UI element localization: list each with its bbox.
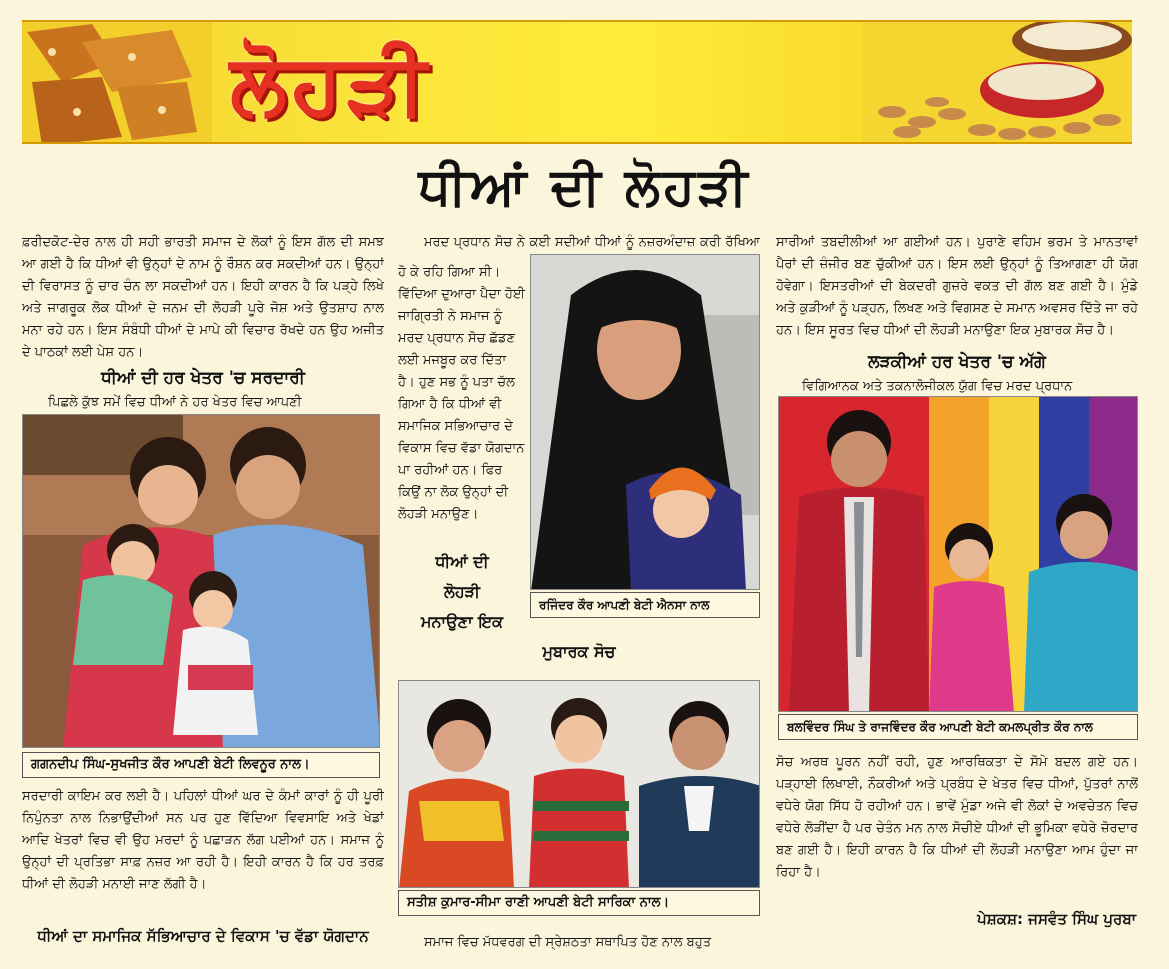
col2-bottom-photo-caption: ਸਤੀਸ਼ ਕੁਮਾਰ-ਸੀਮਾ ਰਾਣੀ ਆਪਣੀ ਬੇਟੀ ਸਾਰਿਕਾ ਨਾਲ। [398, 890, 760, 916]
col2-subhead-line-1: ਧੀਆਂ ਦੀ [435, 552, 489, 571]
col1-intro-paragraph: ਫ਼ਰੀਦਕੋਟ-ਦੇਰ ਨਾਲ ਹੀ ਸਹੀ ਭਾਰਤੀ ਸਮਾਜ ਦੇ ਲੋਕਾਂ ਨੂੰ ਇਸ ਗੱਲ ਦੀ ਸਮਝ ਆ ਗਈ ਹੈ ਕਿ ਧੀਆਂ ਵੀ ਉਨ੍ਹਾਂ ਦੇ ਨਾਮ ਨੂੰ ਰੌਸ਼ਨ ਕਰ ਸਕਦੀਆਂ ਹਨ। ਉਨ੍ਹਾਂ ਦੀ ਵਿਰਾਸਤ ਨੂੰ ਚਾਰ ਚੰਨ ਲਾ ਸਕਦੀਆਂ ਹਨ। ਇਹੀ ਕਾਰਨ ਹੈ ਕਿ ਪੜ੍ਹੇ ਲਿਖੇ ਅਤੇ ਜਾਗਰੂਕ ਲੋਕ ਧੀਆਂ ਦੇ ਜਨਮ ਦੀ ਲੋਹੜੀ ਪੂਰੇ ਜੋਸ਼ ਅਤੇ ਉਤਸ਼ਾਹ ਨਾਲ ਮਨਾ ਰਹੇ ਹਨ। ਇਸ ਸੰਬੰਧੀ ਧੀਆਂ ਦੇ ਮਾਪੇ ਕੀ ਵਿਚਾਰ ਰੱਖਦੇ ਹਨ ਉਹ ਅਜੀਤ ਦੇ ਪਾਠਕਾਂ ਲਈ ਪੇਸ਼ ਹਨ। [22, 235, 384, 360]
col1-paragraph-3: ਸਰਦਾਰੀ ਕਾਇਮ ਕਰ ਲਈ ਹੈ। ਪਹਿਲਾਂ ਧੀਆਂ ਘਰ ਦੇ ਕੰਮਾਂ ਕਾਰਾਂ ਨੂੰ ਹੀ ਪੂਰੀ ਨਿਪੁੰਨਤਾ ਨਾਲ ਨਿਭਾਉਂਦੀਆਂ ਸਨ ਪਰ ਹੁਣ ਵਿੱਦਿਆ ਵਿਵਸਾਇ ਅਤੇ ਖੇਡਾਂ ਆਦਿ ਖੇਤਰਾਂ ਵਿਚ ਵੀ ਉਹ ਮਰਦਾਂ ਨੂੰ ਪਛਾੜਨ ਲੱਗ ਪਈਆਂ ਹਨ। ਸਮਾਜ ਨੂੰ ਉਨ੍ਹਾਂ ਦੀ ਪ੍ਰਤਿਭਾ ਸਾਫ਼ ਨਜ਼ਰ ਆ ਰਹੀ ਹੈ। ਇਹੀ ਕਾਰਨ ਹੈ ਕਿ ਹਰ ਤਰਫ਼ ਧੀਆਂ ਦੀ ਲੋਹੜੀ ਮਨਾਈ ਜਾਣ ਲੱਗੀ ਹੈ। [22, 789, 384, 892]
col2-subhead-line-3: ਮਨਾਉਣਾ ਇਕ [420, 612, 504, 631]
peanuts-bowl-image [862, 22, 1132, 144]
author-byline: ਪੇਸ਼ਕਸ਼: ਜਸਵੰਤ ਸਿੰਘ ਪੁਰਬਾ [977, 910, 1136, 928]
col3-photo-caption: ਬਲਵਿੰਦਰ ਸਿੰਘ ਤੇ ਰਾਜਵਿੰਦਰ ਕੌਰ ਆਪਣੀ ਬੇਟੀ ਕਮਲਪ੍ਰੀਤ ਕੌਰ ਨਾਲ [778, 714, 1138, 740]
col3-paragraph-top: ਸਾਰੀਆਂ ਤਬਦੀਲੀਆਂ ਆ ਗਈਆਂ ਹਨ। ਪੁਰਾਣੇ ਵਹਿਮ ਭਰਮ ਤੇ ਮਾਨਤਾਵਾਂ ਪੈਰਾਂ ਦੀ ਜ਼ੰਜੀਰ ਬਣ ਚੁੱਕੀਆਂ ਹਨ। ਇਸ ਲਈ ਉਨ੍ਹਾਂ ਨੂੰ ਤਿਆਗਣਾ ਹੀ ਯੋਗ ਹੋਵੇਗਾ। ਇਸਤਰੀਆਂ ਦੀ ਬੇਕਦਰੀ ਗੁਜ਼ਰੇ ਵਕਤ ਦੀ ਗੱਲ ਬਣ ਗਈ ਹੈ। ਮੁੰਡੇ ਅਤੇ ਕੁੜੀਆਂ ਨੂੰ ਪੜ੍ਹਨ, ਲਿਖਣ ਅਤੇ ਵਿਗਸਣ ਦੇ ਸਮਾਨ ਅਵਸਰ ਦਿੱਤੇ ਜਾ ਰਹੇ ਹਨ। ਇਸ ਸੂਰਤ ਵਿਚ ਧੀਆਂ ਦੀ ਲੋਹੜੀ ਮਨਾਉਣਾ ਇਕ ਮੁਬਾਰਕ ਸੋਚ ਹੈ। [776, 235, 1138, 338]
photo-rajinder-kaur [530, 254, 760, 590]
col2-subhead-line-2: ਲੋਹੜੀ [444, 582, 480, 601]
col2-paragraph-top: ਮਰਦ ਪ੍ਰਧਾਨ ਸੋਚ ਨੇ ਕਈ ਸਦੀਆਂ ਧੀਆਂ ਨੂੰ ਨਜ਼ਰਅੰਦਾਜ਼ ਕਰੀ ਰੱਖਿਆ [424, 235, 760, 250]
col1-subhead: ਧੀਆਂ ਦੀ ਹਰ ਖੇਤਰ 'ਚ ਸਰਦਾਰੀ [101, 368, 305, 388]
gajak-sweets-image [22, 22, 212, 144]
col2-paragraph-bottom: ਸਮਾਜ ਵਿਚ ਮੱਧਵਰਗ ਦੀ ਸ੍ਰੇਸ਼ਠਤਾ ਸਥਾਪਿਤ ਹੋਣ ਨਾਲ ਬਹੁਤ [424, 935, 712, 950]
banner-title: ਲੋਹੜੀ [230, 34, 431, 133]
col2-subhead-line-4: ਮੁਬਾਰਕ ਸੋਚ [542, 642, 616, 661]
col1-subhead-2: ਧੀਆਂ ਦਾ ਸਮਾਜਿਕ ਸੱਭਿਆਚਾਰ ਦੇ ਵਿਕਾਸ 'ਚ ਵੱਡਾ ਯੋਗਦਾਨ [37, 927, 369, 945]
col1-photo-caption: ਗਗਨਦੀਪ ਸਿੰਘ-ਸੁਖਜੀਤ ਕੌਰ ਆਪਣੀ ਬੇਟੀ ਲਿਵਨੂਰ ਨਾਲ। [22, 752, 380, 778]
lohri-banner [22, 20, 1132, 144]
col2-top-photo-caption: ਰਜਿੰਦਰ ਕੌਰ ਆਪਣੀ ਬੇਟੀ ਐਨਸਾ ਨਾਲ [530, 592, 760, 618]
col3-subhead: ਲੜਕੀਆਂ ਹਰ ਖੇਤਰ 'ਚ ਅੱਗੇ [868, 352, 1046, 372]
photo-gagandeep-family [22, 414, 380, 748]
photo-balwinder-family [778, 396, 1138, 712]
col2-paragraph-side: ਹੋ ਕੇ ਰਹਿ ਗਿਆ ਸੀ। ਵਿੱਦਿਆ ਦੁਆਰਾ ਪੈਦਾ ਹੋਈ ਜਾਗ੍ਰਿਤੀ ਨੇ ਸਮਾਜ ਨੂੰ ਮਰਦ ਪ੍ਰਧਾਨ ਸੋਚ ਛੱਡਣ ਲਈ ਮਜਬੂਰ ਕਰ ਦਿੱਤਾ ਹੈ। ਹੁਣ ਸਭ ਨੂੰ ਪਤਾ ਚੱਲ ਗਿਆ ਹੈ ਕਿ ਧੀਆਂ ਵੀ ਸਮਾਜਿਕ ਸਭਿਆਚਾਰ ਦੇ ਵਿਕਾਸ ਵਿਚ ਵੱਡਾ ਯੋਗਦਾਨ ਪਾ ਰਹੀਆਂ ਹਨ। ਫਿਰ ਕਿਉਂ ਨਾ ਲੋਕ ਉਨ੍ਹਾਂ ਦੀ ਲੋਹੜੀ ਮਨਾਉਣ। [398, 265, 525, 522]
col3-paragraph-2: ਵਿਗਿਆਨਕ ਅਤੇ ਤਕਨਾਲੋਜੀਕਲ ਯੁੱਗ ਵਿਚ ਮਰਦ ਪ੍ਰਧਾਨ [802, 379, 1073, 394]
col3-paragraph-3: ਸੋਚ ਅਰਥ ਪੂਰਨ ਨਹੀਂ ਰਹੀ, ਹੁਣ ਆਰਥਿਕਤਾ ਦੇ ਸੋਮੇ ਬਦਲ ਗਏ ਹਨ। ਪੜ੍ਹਾਈ ਲਿਖਾਈ, ਨੌਕਰੀਆਂ ਅਤੇ ਪ੍ਰਬੰਧ ਦੇ ਖੇਤਰ ਵਿਚ ਧੀਆਂ, ਪੁੱਤਰਾਂ ਨਾਲੋਂ ਵਧੇਰੇ ਯੋਗ ਸਿੱਧ ਹੋ ਰਹੀਆਂ ਹਨ। ਭਾਵੇਂ ਮੁੰਡਾ ਅਜੇ ਵੀ ਲੋਕਾਂ ਦੇ ਅਵਚੇਤਨ ਵਿਚ ਵਧੇਰੇ ਲੋੜੀਂਦਾ ਹੈ ਪਰ ਚੇਤੰਨ ਮਨ ਨਾਲ ਸੋਚੀਏ ਧੀਆਂ ਦੀ ਭੂਮਿਕਾ ਵਧੇਰੇ ਜ਼ੋਰਦਾਰ ਬਣ ਗਈ ਹੈ। ਇਹੀ ਕਾਰਨ ਹੈ ਕਿ ਧੀਆਂ ਦੀ ਲੋਹੜੀ ਮਨਾਉਣਾ ਆਮ ਹੁੰਦਾ ਜਾ ਰਿਹਾ ਹੈ। [776, 755, 1138, 880]
photo-satish-family [398, 680, 760, 888]
article-headline: ਧੀਆਂ ਦੀ ਲੋਹੜੀ [418, 156, 751, 217]
col1-paragraph-2: ਪਿਛਲੇ ਕੁੱਝ ਸਮੇਂ ਵਿਚ ਧੀਆਂ ਨੇ ਹਰ ਖੇਤਰ ਵਿਚ ਆਪਣੀ [48, 395, 302, 410]
